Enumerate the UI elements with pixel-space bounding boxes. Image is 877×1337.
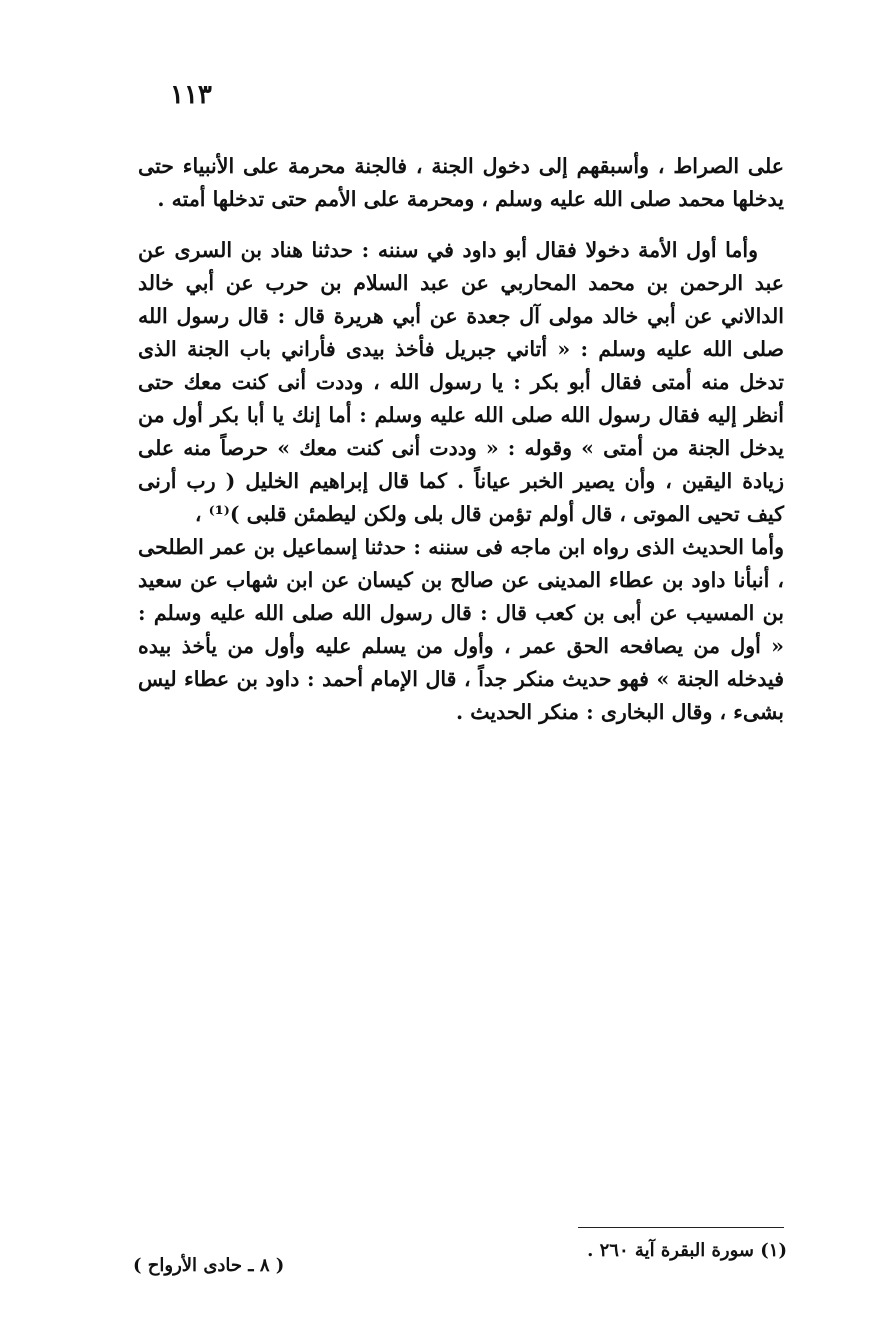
paragraph: وأما أول الأمة دخولا فقال أبو داود في سننه : حدثنا هناد بن السرى عن عبد الرحمن بن محمد المحاربي عن عبد السلام بن حرب عن أبي خالد الدالاني عن أبي خالد مولى آل جعدة عن أبي هريرة قال : قال رسول الله صلى الله عليه وسلم : « أتاني جبريل فأخذ بيدى فأراني باب الجنة الذى تدخل منه أمتى فقال أبو بكر : يا رسول الله ، وددت أنى كنت معك حتى أنظر إليه فقال رسول الله صلى الله عليه وسلم : أما إنك يا أبا بكر أول من يدخل الجنة من أمتى » وقوله : « وددت أنى كنت معك » حرصاً منه على زيادة اليقين ، وأن يصير الخبر عياناً . كما قال إبراهيم الخليل ( رب أرنى كيف تحيى الموتى ، قال أولم تؤمن قال بلى ولكن ليطمئن قلبى )⁽¹⁾ ، xyxy=(138,238,784,526)
body-text xyxy=(138,150,784,729)
footnote: (١) سورة البقرة آية ٢٦٠ . xyxy=(587,1240,787,1261)
signature-mark: ( ٨ ـ حادى الأرواح ) xyxy=(133,1255,285,1276)
paragraph: وأما الحديث الذى رواه ابن ماجه فى سننه : حدثنا إسماعيل بن عمر الطلحى ، أنبأنا داود بن عطاء المدينى عن صالح بن كيسان عن ابن شهاب عن سعيد بن المسيب عن أبى بن كعب قال : قال رسول الله صلى الله عليه وسلم : « أول من يصافحه الحق عمر ، وأول من يسلم عليه وأول من يأخذ بيده فيدخله الجنة » فهو حديث منكر جداً ، قال الإمام أحمد : داود بن عطاء ليس بشىء ، وقال البخارى : منكر الحديث . xyxy=(138,535,784,724)
page-number: ١١٣ xyxy=(170,80,212,110)
paragraph: على الصراط ، وأسبقهم إلى دخول الجنة ، فالجنة محرمة على الأنبياء حتى يدخلها محمد صلى الله عليه وسلم ، ومحرمة على الأمم حتى تدخلها أمته . xyxy=(138,154,784,211)
footnote-divider xyxy=(578,1227,784,1228)
